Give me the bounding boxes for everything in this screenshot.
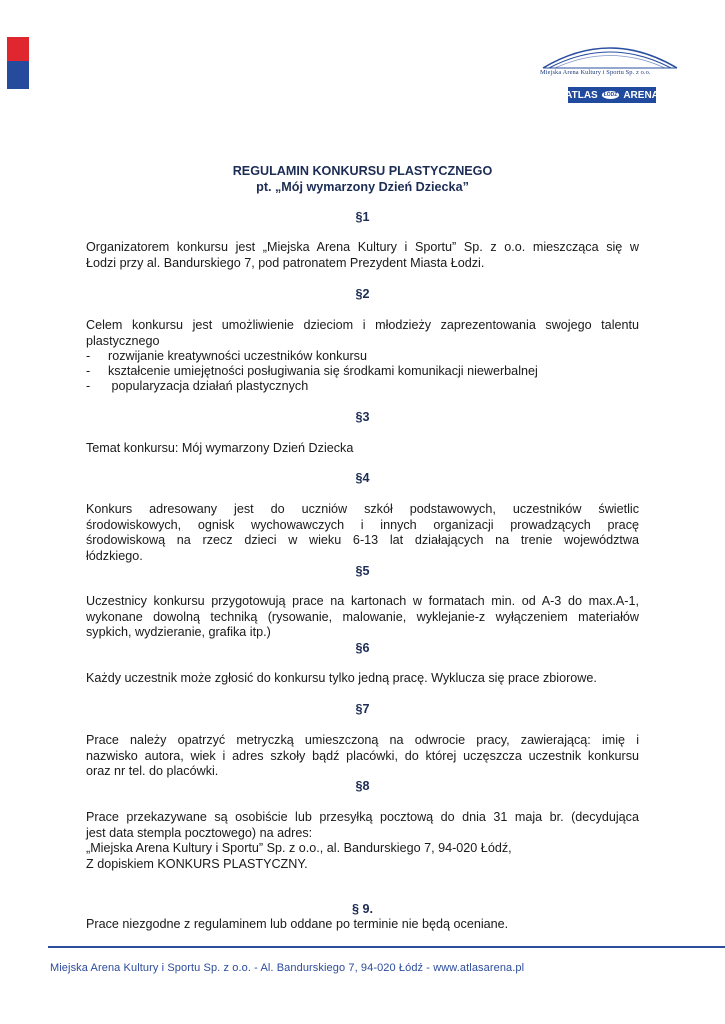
flag-red-stripe [7,37,29,61]
list-item-text: rozwijanie kreatywności uczestników konkursu [108,349,367,363]
section-8-heading: §8 [355,779,370,793]
list-item [86,349,367,365]
text-line: Organizatorem konkursu jest „Miejska Arena Kultury i Sportu” Sp. z o.o. mieszcząca się w [86,240,639,254]
section-1-text [86,240,639,271]
section-2-text [86,318,639,349]
section-1-heading: §1 [355,210,370,224]
list-item [86,379,308,395]
text-line: jest data stempla pocztowego) na adres: [86,825,313,840]
text-line: Z dopiskiem KONKURS PLASTYCZNY. [86,856,308,871]
section-3-heading: §3 [355,410,370,424]
arena-logo [535,34,685,114]
logo-badge-atlas: ATLAS [565,89,598,101]
section-6-heading: §6 [355,641,370,655]
text-line: Łodzi przy al. Bandurskiego 7, pod patronatem Prezydent Miasta Łodzi. [86,255,485,270]
footer-address: Miejska Arena Kultury i Sportu Sp. z o.o. - Al. Bandurskiego 7, 94-020 Łódź - www.atlasarena.pl [50,962,525,974]
text-line: Prace niezgodne z regulaminem lub oddane po terminie nie będą oceniane. [86,917,509,931]
text-line: nazwisko autora, wiek i adres szkoły bądź placówki, do której uczęszcza uczestnik konkursu [86,748,639,763]
text-line: środowiskowych, ognisk wychowawczych i innych organizacji prowadzących pracę [86,517,639,532]
section-2-heading: §2 [355,287,370,301]
flag-blue-stripe [7,61,29,89]
logo-badge-arena: ARENA [623,89,659,101]
flag-logo [7,37,29,89]
text-line: sypkich, wydzieranie, grafika itp.) [86,625,271,639]
text-line: Każdy uczestnik może zgłosić do konkursu tylko jedną pracę. Wyklucza się prace zbiorowe. [86,671,597,685]
text-line: wykonane dowolną techniką (rysowanie, malowanie, wyklejanie-z wyłączeniem materiałów [86,609,639,624]
section-9-text [86,917,639,933]
section-4-heading: §4 [355,471,370,485]
logo-badge [565,87,659,103]
section-3-text [86,441,639,457]
text-line: łódzkiego. [86,548,143,563]
document-subtitle: pt. „Mój wymarzony Dzień Dziecka” [256,180,469,194]
section-7-heading: §7 [355,702,370,716]
section-5-heading: §5 [355,564,370,578]
list-item-text: popularyzacja działań plastycznych [108,379,309,393]
section-4-text [86,502,639,564]
section-9-heading: § 9. [351,902,373,916]
text-line: Prace należy opatrzyć metryczką umieszczoną na odwrocie pracy, zawierającą: imię i [86,733,639,747]
section-6-text [86,671,639,687]
text-line: plastycznego [86,333,160,348]
bullet-dash: - [86,364,91,378]
text-line: środowiskową na rzecz dzieci w wieku 6-13 lat działających na trenie województwa [86,533,639,547]
logo-company-text: Miejska Arena Kultury i Sportu Sp. z o.o. [540,69,651,76]
text-line: Celem konkursu jest umożliwienie dzieciom i młodzieży zaprezentowania swojego talentu [86,318,639,332]
section-5-text [86,594,639,641]
section-7-text [86,733,639,780]
document-title: REGULAMIN KONKURSU PLASTYCZNEGO [232,164,493,178]
bullet-dash: - [86,349,91,363]
list-item-text: kształcenie umiejętności posługiwania się środkami komunikacji niewerbalnej [108,364,538,378]
footer-divider [48,946,725,948]
text-line: Uczestnicy konkursu przygotowują prace na kartonach w formatach min. od A-3 do max.A-1, [86,594,639,608]
section-8-text [86,810,639,872]
bullet-dash: - [86,379,91,393]
text-line: oraz nr tel. do placówki. [86,764,219,778]
logo-badge-lodz: ŁÓDŹ [603,92,618,98]
arena-roof-icon [535,34,685,74]
text-line: Temat konkursu: Mój wymarzony Dzień Dziecka [86,441,354,455]
text-line: Konkurs adresowany jest do uczniów szkół podstawowych, uczestników świetlic [86,502,639,516]
text-line: „Miejska Arena Kultury i Sportu” Sp. z o.o., al. Bandurskiego 7, 94-020 Łódź, [86,841,512,855]
list-item [86,364,538,380]
text-line: Prace przekazywane są osobiście lub przesyłką pocztową do dnia 31 maja br. (decydująca [86,810,639,824]
